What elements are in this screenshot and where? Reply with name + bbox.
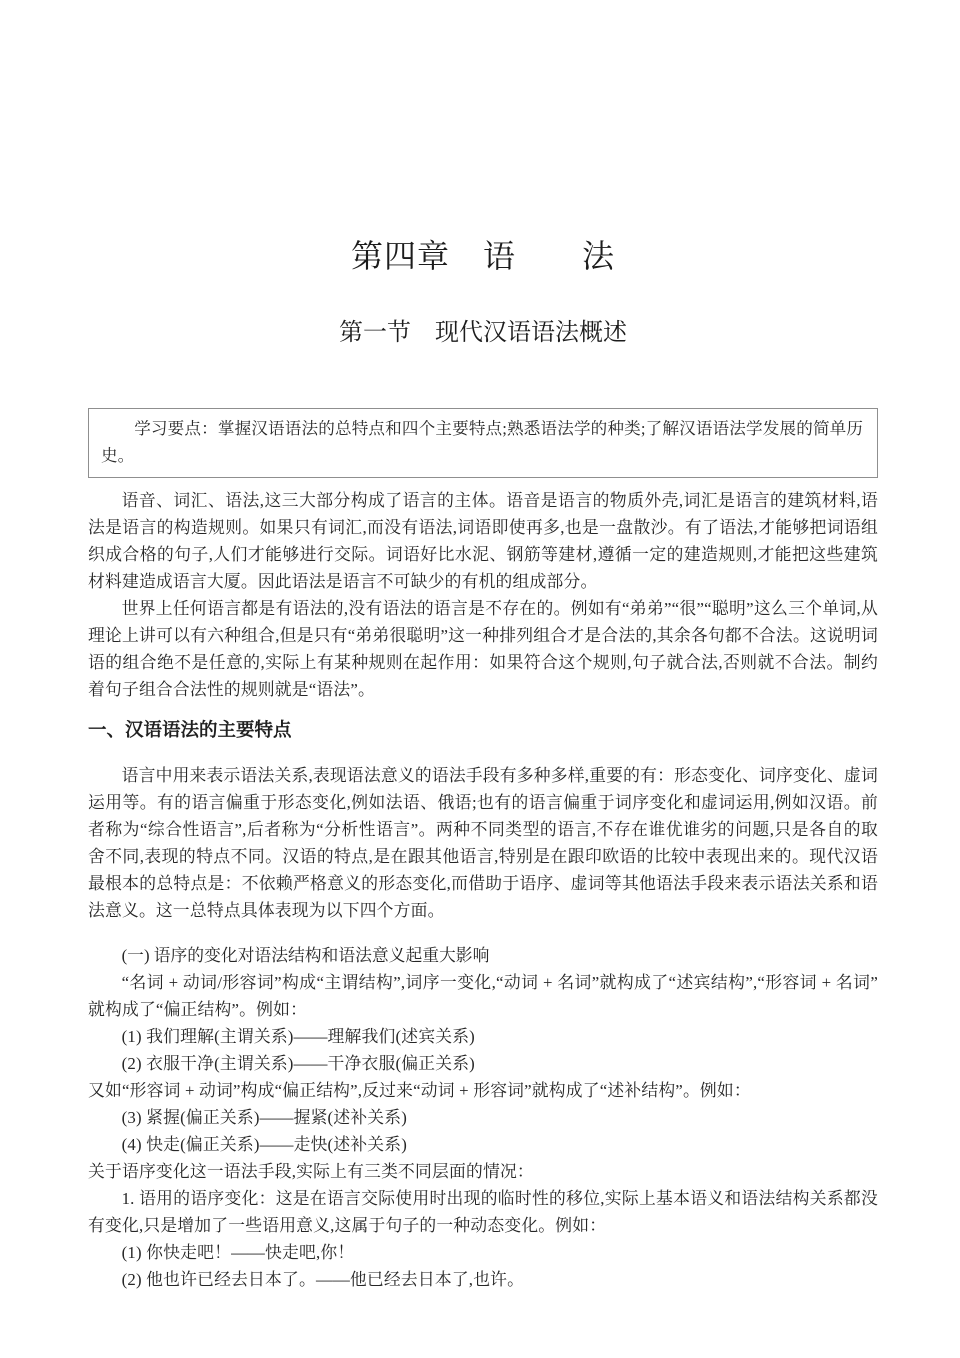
example-line-3: (3) 紧握(偏正关系)——握紧(述补关系)	[121, 1108, 408, 1127]
chapter-title: 第四章 语 法	[350, 238, 615, 274]
example-line-5: (1) 你快走吧！——快走吧,你！	[121, 1243, 355, 1262]
subsection-one-paragraph-a: “名词 + 动词/形容词”构成“主谓结构”,词序一变化,“动词 + 名词”就构成了“述宾结构”,“形容词 + 名词”就构成了“偏正结构”。例如：	[88, 973, 878, 1019]
intro-paragraph-2: 世界上任何语言都是有语法的,没有语法的语言是不存在的。例如有“弟弟”“很”“聪明”这么三个单词,从理论上讲可以有六种组合,但是只有“弟弟很聪明”这一种排列组合才是合法的,其余各句都不合法。这说明词语的组合绝不是任意的,实际上有某种规则在起作用：如果符合这个规则,句子就合法,否则就不合法。制约着句子组合合法性的规则就是“语法”。	[88, 599, 878, 699]
example-line-1: (1) 我们理解(主谓关系)——理解我们(述宾关系)	[121, 1027, 475, 1046]
subsection-one-paragraph-c: 关于语序变化这一语法手段,实际上有三类不同层面的情况：	[88, 1162, 534, 1181]
section-one-lead-paragraph: 语言中用来表示语法关系,表现语法意义的语法手段有多种多样,重要的有：形态变化、词序变化、虚词运用等。有的语言偏重于形态变化,例如法语、俄语;也有的语言偏重于词序变化和虚词运用,例如汉语。前者称为“综合性语言”,后者称为“分析性语言”。两种不同类型的语言,不存在谁优谁劣的问题,只是各自的取舍不同,表现的特点不同。汉语的特点,是在跟其他语言,特别是在跟印欧语的比较中表现出来的。现代汉语最根本的总特点是：不依赖严格意义的形态变化,而借助于语序、虚词等其他语法手段来表示语法关系和语法意义。这一总特点具体表现为以下四个方面。	[88, 766, 878, 920]
example-line-6: (2) 他也许已经去日本了。——他已经去日本了,也许。	[121, 1270, 525, 1289]
subsection-one-paragraph-b: 又如“形容词 + 动词”构成“偏正结构”,反过来“动词 + 形容词”就构成了“述补结构”。例如：	[88, 1081, 751, 1100]
pragmatic-order-item: 1. 语用的语序变化：这是在语言交际使用时出现的临时性的移位,实际上基本语义和语法结构关系都没有变化,只是增加了一些语用意义,这属于句子的一种动态变化。例如：	[88, 1189, 878, 1235]
learning-points-box	[88, 408, 878, 478]
subsection-one-heading: (一) 语序的变化对语法结构和语法意义起重大影响	[121, 946, 490, 965]
section-one-heading: 一、汉语语法的主要特点	[88, 719, 292, 740]
example-line-4: (4) 快走(偏正关系)——走快(述补关系)	[121, 1135, 408, 1154]
intro-paragraph-1: 语音、词汇、语法,这三大部分构成了语言的主体。语音是语言的物质外壳,词汇是语言的建筑材料,语法是语言的构造规则。如果只有词汇,而没有语法,词语即使再多,也是一盘散沙。有了语法,才能够把词语组织成合格的句子,人们才能够进行交际。词语好比水泥、钢筋等建材,遵循一定的建造规则,才能把这些建筑材料建造成语言大厦。因此语法是语言不可缺少的有机的组成部分。	[88, 491, 878, 591]
example-line-2: (2) 衣服干净(主谓关系)——干净衣服(偏正关系)	[121, 1054, 475, 1073]
learning-points-text: 学习要点：掌握汉语语法的总特点和四个主要特点;熟悉语法学的种类;了解汉语语法学发展的简单历史。	[101, 419, 863, 465]
section-title: 第一节 现代汉语语法概述	[339, 320, 627, 346]
